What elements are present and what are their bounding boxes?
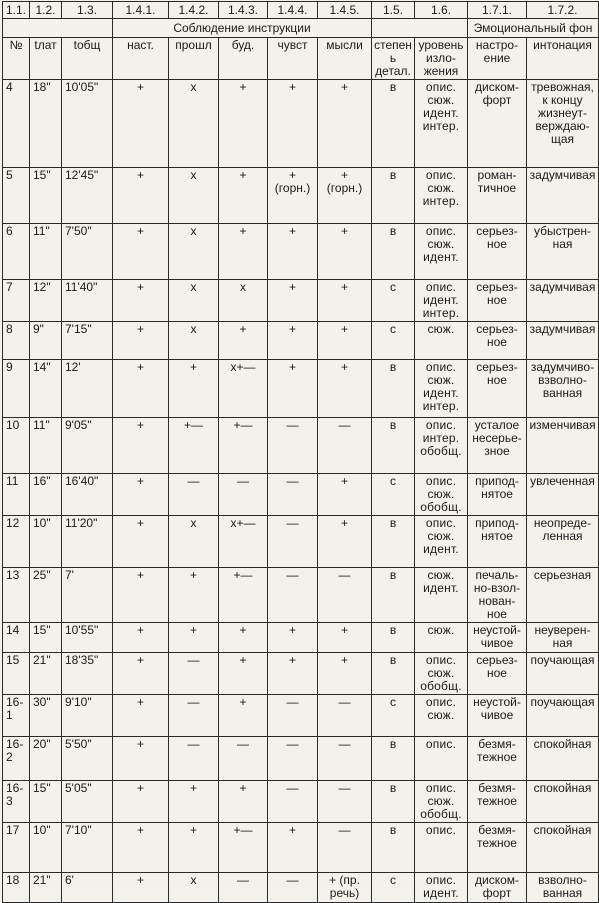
- cell-uroven: опис. сюж. идент. интер.: [415, 360, 468, 418]
- cell-tlat: 30": [30, 695, 62, 737]
- column-code: 1.7.1.: [468, 2, 527, 19]
- table-row: [3, 737, 599, 781]
- cell-chuvst: —: [268, 781, 318, 823]
- cell-prosh: x: [169, 280, 219, 322]
- cell-tobsh: 9'10": [62, 695, 113, 737]
- cell-stepen: в: [372, 823, 415, 873]
- cell-prosh: x: [169, 168, 219, 224]
- cell-mood: роман- тичное: [468, 168, 527, 224]
- cell-mysli: +: [318, 360, 372, 418]
- cell-stepen: в: [372, 737, 415, 781]
- cell-mood: неустой- чивое: [468, 695, 527, 737]
- cell-tobsh: 18'35": [62, 653, 113, 695]
- cell-nast: +: [113, 623, 169, 653]
- column-header: настро- ение: [468, 38, 527, 80]
- cell-tobsh: 7': [62, 568, 113, 623]
- cell-bud: +—: [219, 823, 268, 873]
- cell-bud: —: [219, 737, 268, 781]
- cell-chuvst: +: [268, 280, 318, 322]
- cell-no: 11: [3, 474, 30, 516]
- group-header-row: [3, 19, 599, 38]
- cell-tobsh: 12': [62, 360, 113, 418]
- group-header-emotional: Эмоциональный фон: [468, 19, 599, 38]
- cell-tlat: 12": [30, 280, 62, 322]
- cell-tobsh: 7'10": [62, 823, 113, 873]
- cell-ton: задумчиво- взволно- ванная: [527, 360, 599, 418]
- cell-no: 9: [3, 360, 30, 418]
- cell-mood: серьез- ное: [468, 360, 527, 418]
- cell-tobsh: 11'40": [62, 280, 113, 322]
- cell-no: 16- 1: [3, 695, 30, 737]
- cell-stepen: в: [372, 360, 415, 418]
- cell-bud: +: [219, 224, 268, 280]
- cell-bud: +—: [219, 568, 268, 623]
- cell-mysli: +: [318, 653, 372, 695]
- cell-mysli: +: [318, 322, 372, 360]
- cell-mood: серьез- ное: [468, 280, 527, 322]
- cell-nast: +: [113, 737, 169, 781]
- cell-tobsh: 5'05": [62, 781, 113, 823]
- cell-tlat: 10": [30, 823, 62, 873]
- cell-chuvst: +: [268, 623, 318, 653]
- cell-nast: +: [113, 873, 169, 903]
- cell-bud: x+—: [219, 360, 268, 418]
- cell-nast: +: [113, 418, 169, 474]
- cell-bud: +: [219, 168, 268, 224]
- cell-ton: задумчивая: [527, 168, 599, 224]
- column-code: 1.4.4.: [268, 2, 318, 19]
- cell-stepen: в: [372, 568, 415, 623]
- cell-stepen: с: [372, 695, 415, 737]
- cell-stepen: в: [372, 623, 415, 653]
- cell-tlat: 15": [30, 781, 62, 823]
- cell-nast: +: [113, 695, 169, 737]
- column-code: 1.1.: [3, 2, 30, 19]
- table-row: [3, 781, 599, 823]
- cell-no: 8: [3, 322, 30, 360]
- cell-bud: +: [219, 653, 268, 695]
- cell-chuvst: —: [268, 873, 318, 903]
- cell-stepen: с: [372, 322, 415, 360]
- cell-prosh: x: [169, 224, 219, 280]
- column-code: 1.4.1.: [113, 2, 169, 19]
- cell-mysli: +: [318, 80, 372, 168]
- cell-nast: +: [113, 80, 169, 168]
- cell-uroven: опис. сюж. обобщ.: [415, 474, 468, 516]
- cell-ton: поучающая: [527, 653, 599, 695]
- cell-tlat: 20": [30, 737, 62, 781]
- cell-tlat: 18": [30, 80, 62, 168]
- cell-tobsh: 11'20": [62, 516, 113, 568]
- cell-mood: печаль- но-взол- нован- ное: [468, 568, 527, 623]
- column-header: интонация: [527, 38, 599, 80]
- cell-tlat: 11": [30, 418, 62, 474]
- table-row: [3, 653, 599, 695]
- cell-stepen: в: [372, 224, 415, 280]
- column-code: 1.4.5.: [318, 2, 372, 19]
- table-row: [3, 568, 599, 623]
- column-header: степень детал.: [372, 38, 415, 80]
- cell-no: 16- 3: [3, 781, 30, 823]
- cell-bud: +: [219, 623, 268, 653]
- table-row: [3, 516, 599, 568]
- cell-chuvst: +: [268, 224, 318, 280]
- cell-uroven: опис. сюж. идент.: [415, 224, 468, 280]
- cell-nast: +: [113, 516, 169, 568]
- cell-nast: +: [113, 823, 169, 873]
- cell-mysli: + (горн.): [318, 168, 372, 224]
- cell-mood: усталое несерье- зное: [468, 418, 527, 474]
- cell-no: 18: [3, 873, 30, 903]
- cell-tobsh: 6': [62, 873, 113, 903]
- table-row: [3, 873, 599, 903]
- cell-nast: +: [113, 360, 169, 418]
- group-header-empty: [3, 19, 113, 38]
- cell-bud: x+—: [219, 516, 268, 568]
- cell-mood: диском- форт: [468, 873, 527, 903]
- cell-bud: +—: [219, 418, 268, 474]
- cell-stepen: с: [372, 474, 415, 516]
- cell-prosh: +: [169, 360, 219, 418]
- cell-mysli: —: [318, 823, 372, 873]
- group-header-instruction: Соблюдение инструкции: [113, 19, 372, 38]
- cell-mood: безмя- тежное: [468, 823, 527, 873]
- cell-mysli: —: [318, 737, 372, 781]
- column-header: №: [3, 38, 30, 80]
- cell-tlat: 25": [30, 568, 62, 623]
- cell-chuvst: —: [268, 737, 318, 781]
- cell-tobsh: 12'45": [62, 168, 113, 224]
- cell-no: 10: [3, 418, 30, 474]
- column-code: 1.4.3.: [219, 2, 268, 19]
- cell-mysli: +: [318, 474, 372, 516]
- cell-chuvst: —: [268, 418, 318, 474]
- column-header: наст.: [113, 38, 169, 80]
- cell-prosh: —: [169, 695, 219, 737]
- cell-nast: +: [113, 322, 169, 360]
- cell-stepen: в: [372, 168, 415, 224]
- cell-tlat: 21": [30, 873, 62, 903]
- cell-chuvst: +: [268, 80, 318, 168]
- cell-prosh: x: [169, 80, 219, 168]
- cell-stepen: в: [372, 418, 415, 474]
- table-row: [3, 80, 599, 168]
- cell-ton: спокойная: [527, 781, 599, 823]
- cell-bud: —: [219, 474, 268, 516]
- cell-prosh: +: [169, 823, 219, 873]
- cell-tobsh: 10'55": [62, 623, 113, 653]
- cell-bud: +: [219, 80, 268, 168]
- column-header: чувст: [268, 38, 318, 80]
- cell-tlat: 14": [30, 360, 62, 418]
- table-row: [3, 418, 599, 474]
- cell-no: 13: [3, 568, 30, 623]
- cell-tlat: 21": [30, 653, 62, 695]
- cell-no: 6: [3, 224, 30, 280]
- cell-bud: +: [219, 695, 268, 737]
- cell-chuvst: —: [268, 516, 318, 568]
- cell-prosh: +: [169, 568, 219, 623]
- column-code: 1.6.: [415, 2, 468, 19]
- cell-ton: серьезная: [527, 568, 599, 623]
- cell-uroven: опис.: [415, 823, 468, 873]
- cell-nast: +: [113, 474, 169, 516]
- cell-uroven: опис.: [415, 737, 468, 781]
- cell-no: 7: [3, 280, 30, 322]
- cell-chuvst: +: [268, 653, 318, 695]
- column-header: уровень изло- жения: [415, 38, 468, 80]
- cell-chuvst: +: [268, 322, 318, 360]
- column-header: буд.: [219, 38, 268, 80]
- table-row: [3, 224, 599, 280]
- table-row: [3, 623, 599, 653]
- cell-no: 4: [3, 80, 30, 168]
- cell-no: 15: [3, 653, 30, 695]
- column-code: 1.2.: [30, 2, 62, 19]
- cell-nast: +: [113, 168, 169, 224]
- cell-nast: +: [113, 781, 169, 823]
- cell-chuvst: +: [268, 823, 318, 873]
- cell-ton: увлеченная: [527, 474, 599, 516]
- cell-mysli: —: [318, 695, 372, 737]
- cell-ton: спокойная: [527, 823, 599, 873]
- cell-mood: диском- форт: [468, 80, 527, 168]
- cell-no: 16- 2: [3, 737, 30, 781]
- cell-chuvst: +: [268, 360, 318, 418]
- cell-ton: спокойная: [527, 737, 599, 781]
- cell-bud: +: [219, 781, 268, 823]
- cell-prosh: —: [169, 737, 219, 781]
- cell-no: 12: [3, 516, 30, 568]
- cell-uroven: сюж. идент.: [415, 568, 468, 623]
- cell-uroven: опис. сюж. интер.: [415, 168, 468, 224]
- cell-mood: припод- нятое: [468, 474, 527, 516]
- cell-mood: припод- нятое: [468, 516, 527, 568]
- cell-ton: изменчивая: [527, 418, 599, 474]
- cell-prosh: —: [169, 474, 219, 516]
- cell-stepen: в: [372, 653, 415, 695]
- cell-tlat: 15": [30, 623, 62, 653]
- table-row: [3, 695, 599, 737]
- cell-tobsh: 9'05": [62, 418, 113, 474]
- cell-nast: +: [113, 568, 169, 623]
- cell-mood: серьез- ное: [468, 653, 527, 695]
- column-codes-row: [3, 2, 599, 19]
- cell-prosh: x: [169, 516, 219, 568]
- cell-nast: +: [113, 224, 169, 280]
- cell-ton: убыстрен- ная: [527, 224, 599, 280]
- cell-bud: —: [219, 873, 268, 903]
- cell-tlat: 11": [30, 224, 62, 280]
- table-row: [3, 474, 599, 516]
- cell-prosh: —: [169, 653, 219, 695]
- cell-tlat: 15": [30, 168, 62, 224]
- cell-prosh: +: [169, 781, 219, 823]
- cell-uroven: опис. сюж. обобщ.: [415, 653, 468, 695]
- table-row: [3, 322, 599, 360]
- cell-mysli: +: [318, 280, 372, 322]
- cell-mood: серьез- ное: [468, 224, 527, 280]
- cell-stepen: в: [372, 516, 415, 568]
- cell-ton: поучающая: [527, 695, 599, 737]
- cell-ton: взволно- ванная: [527, 873, 599, 903]
- column-header: прошл: [169, 38, 219, 80]
- table-row: [3, 360, 599, 418]
- cell-tlat: 16": [30, 474, 62, 516]
- cell-nast: +: [113, 280, 169, 322]
- cell-ton: неуверен- ная: [527, 623, 599, 653]
- cell-tobsh: 16'40": [62, 474, 113, 516]
- cell-uroven: сюж.: [415, 623, 468, 653]
- cell-uroven: опис. сюж.: [415, 695, 468, 737]
- column-code: 1.4.2.: [169, 2, 219, 19]
- cell-ton: тревожная, к концу жизнеут- верждаю- щая: [527, 80, 599, 168]
- cell-ton: неопреде- ленная: [527, 516, 599, 568]
- column-header: tобщ: [62, 38, 113, 80]
- cell-mysli: —: [318, 568, 372, 623]
- cell-no: 5: [3, 168, 30, 224]
- cell-uroven: опис. сюж. идент. интер.: [415, 80, 468, 168]
- cell-no: 17: [3, 823, 30, 873]
- cell-nast: +: [113, 653, 169, 695]
- cell-mysli: + (пр. речь): [318, 873, 372, 903]
- cell-prosh: +: [169, 623, 219, 653]
- table-row: [3, 823, 599, 873]
- cell-mysli: —: [318, 781, 372, 823]
- cell-stepen: в: [372, 80, 415, 168]
- cell-ton: задумчивая: [527, 322, 599, 360]
- cell-tobsh: 7'15": [62, 322, 113, 360]
- cell-bud: x: [219, 280, 268, 322]
- cell-stepen: с: [372, 873, 415, 903]
- cell-uroven: опис. идент. интер.: [415, 280, 468, 322]
- cell-tobsh: 10'05": [62, 80, 113, 168]
- table-row: [3, 168, 599, 224]
- cell-mysli: +: [318, 623, 372, 653]
- cell-tlat: 10": [30, 516, 62, 568]
- cell-mood: безмя- тежное: [468, 737, 527, 781]
- cell-uroven: опис. идент.: [415, 873, 468, 903]
- cell-mysli: +: [318, 516, 372, 568]
- cell-mysli: —: [318, 418, 372, 474]
- column-header: мысли: [318, 38, 372, 80]
- column-header-row: [3, 38, 599, 80]
- cell-stepen: с: [372, 280, 415, 322]
- cell-chuvst: + (горн.): [268, 168, 318, 224]
- cell-prosh: x: [169, 873, 219, 903]
- group-header-empty-2: [372, 19, 468, 38]
- cell-prosh: x: [169, 322, 219, 360]
- table-row: [3, 280, 599, 322]
- cell-ton: задумчивая: [527, 280, 599, 322]
- cell-uroven: опис. сюж. идент.: [415, 516, 468, 568]
- cell-chuvst: —: [268, 568, 318, 623]
- cell-mysli: +: [318, 224, 372, 280]
- cell-no: 14: [3, 623, 30, 653]
- results-table: [2, 1, 599, 903]
- cell-chuvst: —: [268, 695, 318, 737]
- cell-tobsh: 7'50": [62, 224, 113, 280]
- cell-prosh: +—: [169, 418, 219, 474]
- cell-chuvst: —: [268, 474, 318, 516]
- column-header: tлат: [30, 38, 62, 80]
- cell-mood: неустой- чивое: [468, 623, 527, 653]
- column-code: 1.3.: [62, 2, 113, 19]
- cell-uroven: опис. интер. обобщ.: [415, 418, 468, 474]
- cell-mood: безмя- тежное: [468, 781, 527, 823]
- cell-uroven: опис. сюж. обобщ.: [415, 781, 468, 823]
- cell-bud: +: [219, 322, 268, 360]
- column-code: 1.7.2.: [527, 2, 599, 19]
- column-code: 1.5.: [372, 2, 415, 19]
- cell-tlat: 9": [30, 322, 62, 360]
- cell-uroven: сюж.: [415, 322, 468, 360]
- cell-mood: серьез- ное: [468, 322, 527, 360]
- cell-tobsh: 5'50": [62, 737, 113, 781]
- cell-stepen: в: [372, 781, 415, 823]
